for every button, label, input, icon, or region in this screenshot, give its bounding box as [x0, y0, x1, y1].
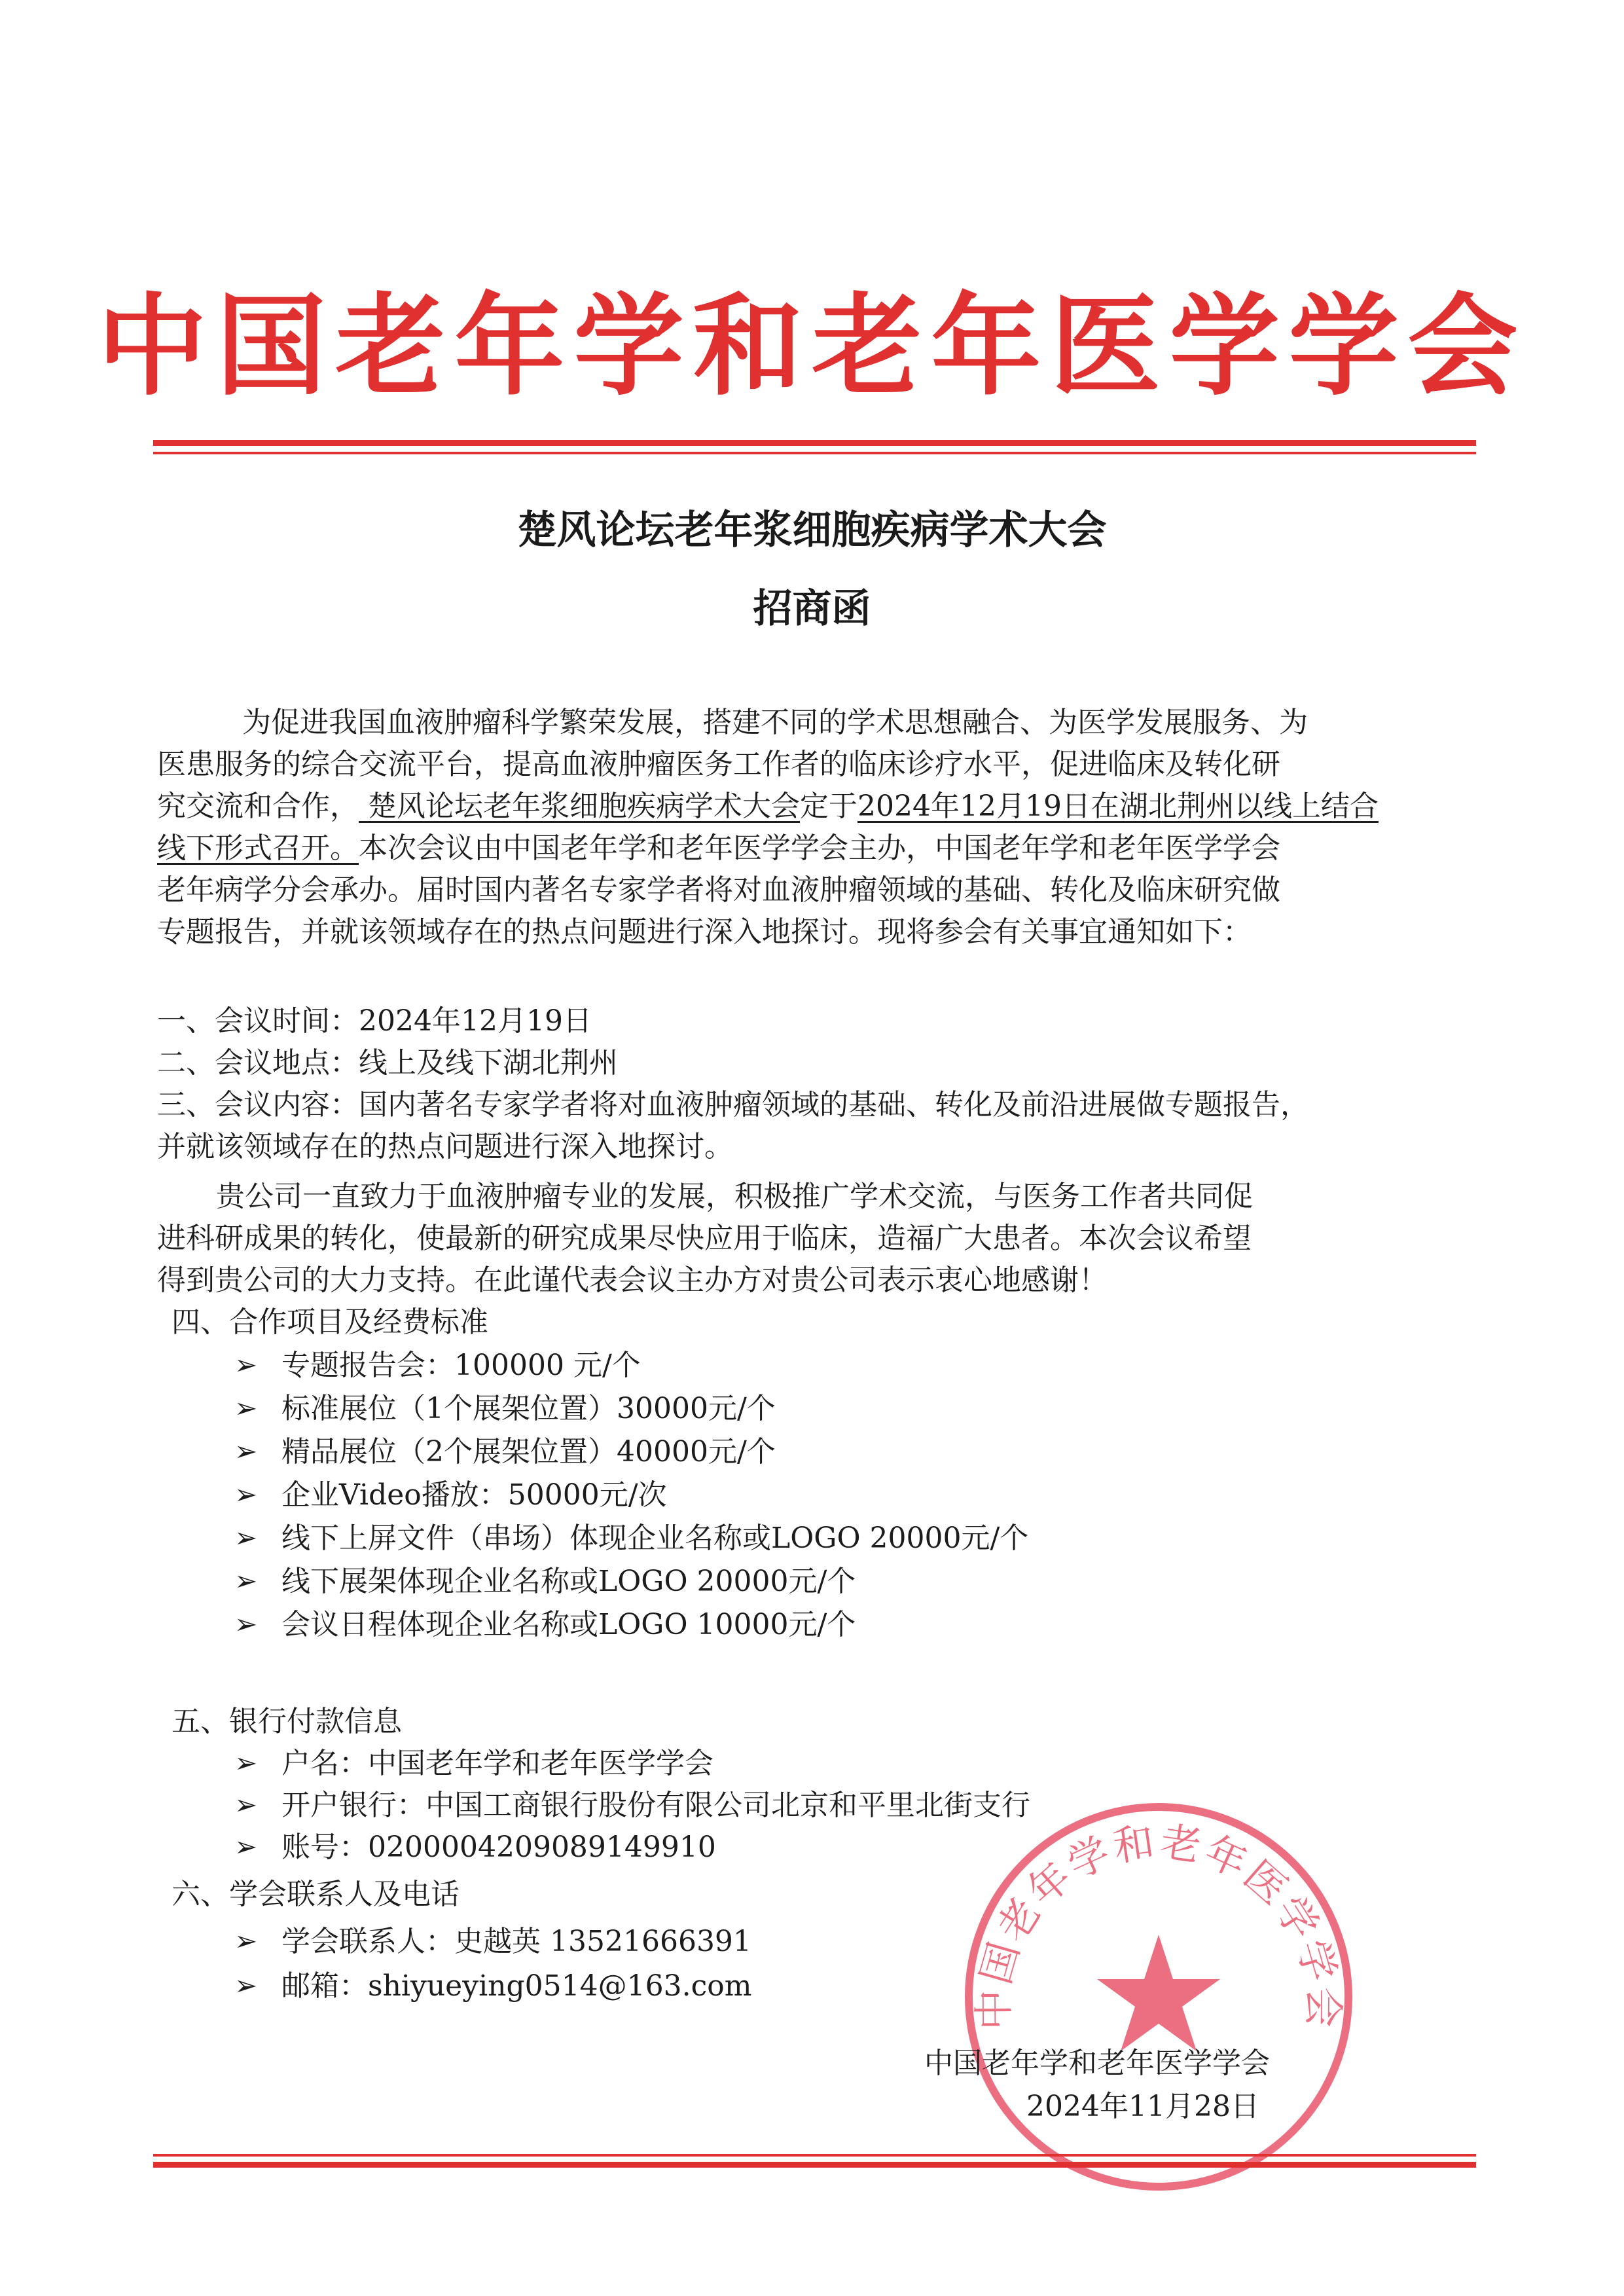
seal-lettering: 中国老年学和老年医学学会 [969, 1817, 1348, 2031]
conference-date-underlined: 2024年12月19日在湖北荆州以线上结合 [857, 790, 1379, 823]
intro-line-3-mid: 定于 [800, 790, 857, 823]
arrow-bullet-icon: ➢ [234, 1789, 258, 1821]
header-rule-thin [153, 452, 1476, 454]
bank-account-name: 户名：中国老年学和老年医学学会 [281, 1747, 713, 1780]
intro-line-1: 为促进我国血液肿瘤科学繁荣发展，搭建不同的学术思想融合、为医学发展服务、为 [242, 706, 1308, 739]
support-line-3: 得到贵公司的大力支持。在此谨代表会议主办方对贵公司表示衷心地感谢！ [157, 1264, 1108, 1297]
intro-line-4-rest: 本次会议由中国老年学和老年医学学会主办，中国老年学和老年医学学会 [359, 831, 1280, 865]
intro-line-3 [157, 792, 1379, 821]
section-bank-heading: 五、银行付款信息 [171, 1705, 402, 1738]
support-line-1: 贵公司一直致力于血液肿瘤专业的发展，积极推广学术交流，与医务工作者共同促 [216, 1180, 1253, 1213]
header-rule-thick [153, 440, 1476, 446]
organization-name-header: 中国老年学和老年医学学会 [97, 281, 1527, 410]
document-title: 楚风论坛老年浆细胞疾病学术大会 [517, 507, 1107, 553]
document-subtitle: 招商函 [753, 586, 871, 632]
cooperation-item: 线下展架体现企业名称或LOGO 20000元/个 [281, 1565, 856, 1598]
contact-email: 邮箱：shiyueying0514@163.com [281, 1969, 752, 2003]
bank-account-number: 账号：0200004209089149910 [281, 1831, 716, 1864]
cooperation-item: 标准展位（1个展架位置）30000元/个 [281, 1392, 776, 1425]
arrow-bullet-icon: ➢ [234, 1565, 258, 1597]
section-meeting-content-line-1: 三、会议内容：国内著名专家学者将对血液肿瘤领域的基础、转化及前沿进展做专题报告， [157, 1088, 1309, 1121]
section-meeting-content-line-2: 并就该领域存在的热点问题进行深入地探讨。 [157, 1130, 733, 1163]
section-contact-heading: 六、学会联系人及电话 [171, 1878, 460, 1911]
section-cooperation-heading: 四、合作项目及经费标准 [171, 1305, 488, 1339]
arrow-bullet-icon: ➢ [234, 1435, 258, 1467]
intro-line-6: 专题报告，并就该领域存在的热点问题进行深入地探讨。现将参会有关事宜通知如下： [157, 915, 1252, 949]
cooperation-item: 线下上屏文件（串场）体现企业名称或LOGO 20000元/个 [281, 1522, 1029, 1555]
conference-format-underlined: 线下形式召开。 [157, 831, 359, 865]
arrow-bullet-icon: ➢ [234, 1608, 258, 1640]
conference-name-underlined: 楚风论坛老年浆细胞疾病学术大会 [359, 790, 800, 823]
intro-line-2: 医患服务的综合交流平台，提高血液肿瘤医务工作者的临床诊疗水平，促进临床及转化研 [157, 748, 1280, 781]
section-meeting-location: 二、会议地点：线上及线下湖北荆州 [157, 1046, 618, 1080]
arrow-bullet-icon: ➢ [234, 1349, 258, 1381]
official-seal [956, 1794, 1362, 2200]
arrow-bullet-icon: ➢ [234, 1478, 258, 1510]
cooperation-item: 会议日程体现企业名称或LOGO 10000元/个 [281, 1608, 856, 1641]
cooperation-item: 企业Video播放：50000元/次 [281, 1478, 667, 1512]
arrow-bullet-icon: ➢ [234, 1831, 258, 1863]
intro-line-3-start: 究交流和合作， [157, 790, 359, 823]
arrow-bullet-icon: ➢ [234, 1925, 258, 1957]
cooperation-item: 专题报告会：100000 元/个 [281, 1349, 641, 1382]
signature-organization: 中国老年学和老年医学学会 [924, 2047, 1270, 2080]
footer-rule-thick [153, 2162, 1476, 2168]
cooperation-item: 精品展位（2个展架位置）40000元/个 [281, 1435, 776, 1468]
bank-name: 开户银行：中国工商银行股份有限公司北京和平里北街支行 [281, 1789, 1030, 1822]
intro-line-4 [157, 831, 1280, 865]
intro-line-5: 老年病学分会承办。届时国内著名专家学者将对血液肿瘤领域的基础、转化及临床研究做 [157, 873, 1280, 907]
arrow-bullet-icon: ➢ [234, 1392, 258, 1424]
contact-person: 学会联系人：史越英 13521666391 [281, 1925, 751, 1958]
section-meeting-time: 一、会议时间：2024年12月19日 [157, 1004, 592, 1038]
signature-date: 2024年11月28日 [1026, 2090, 1259, 2123]
footer-rule-thin [153, 2154, 1476, 2157]
support-line-2: 进科研成果的转化，使最新的研究成果尽快应用于临床，造福广大患者。本次会议希望 [157, 1222, 1252, 1255]
arrow-bullet-icon: ➢ [234, 1522, 258, 1554]
arrow-bullet-icon: ➢ [234, 1969, 258, 2001]
arrow-bullet-icon: ➢ [234, 1747, 258, 1779]
